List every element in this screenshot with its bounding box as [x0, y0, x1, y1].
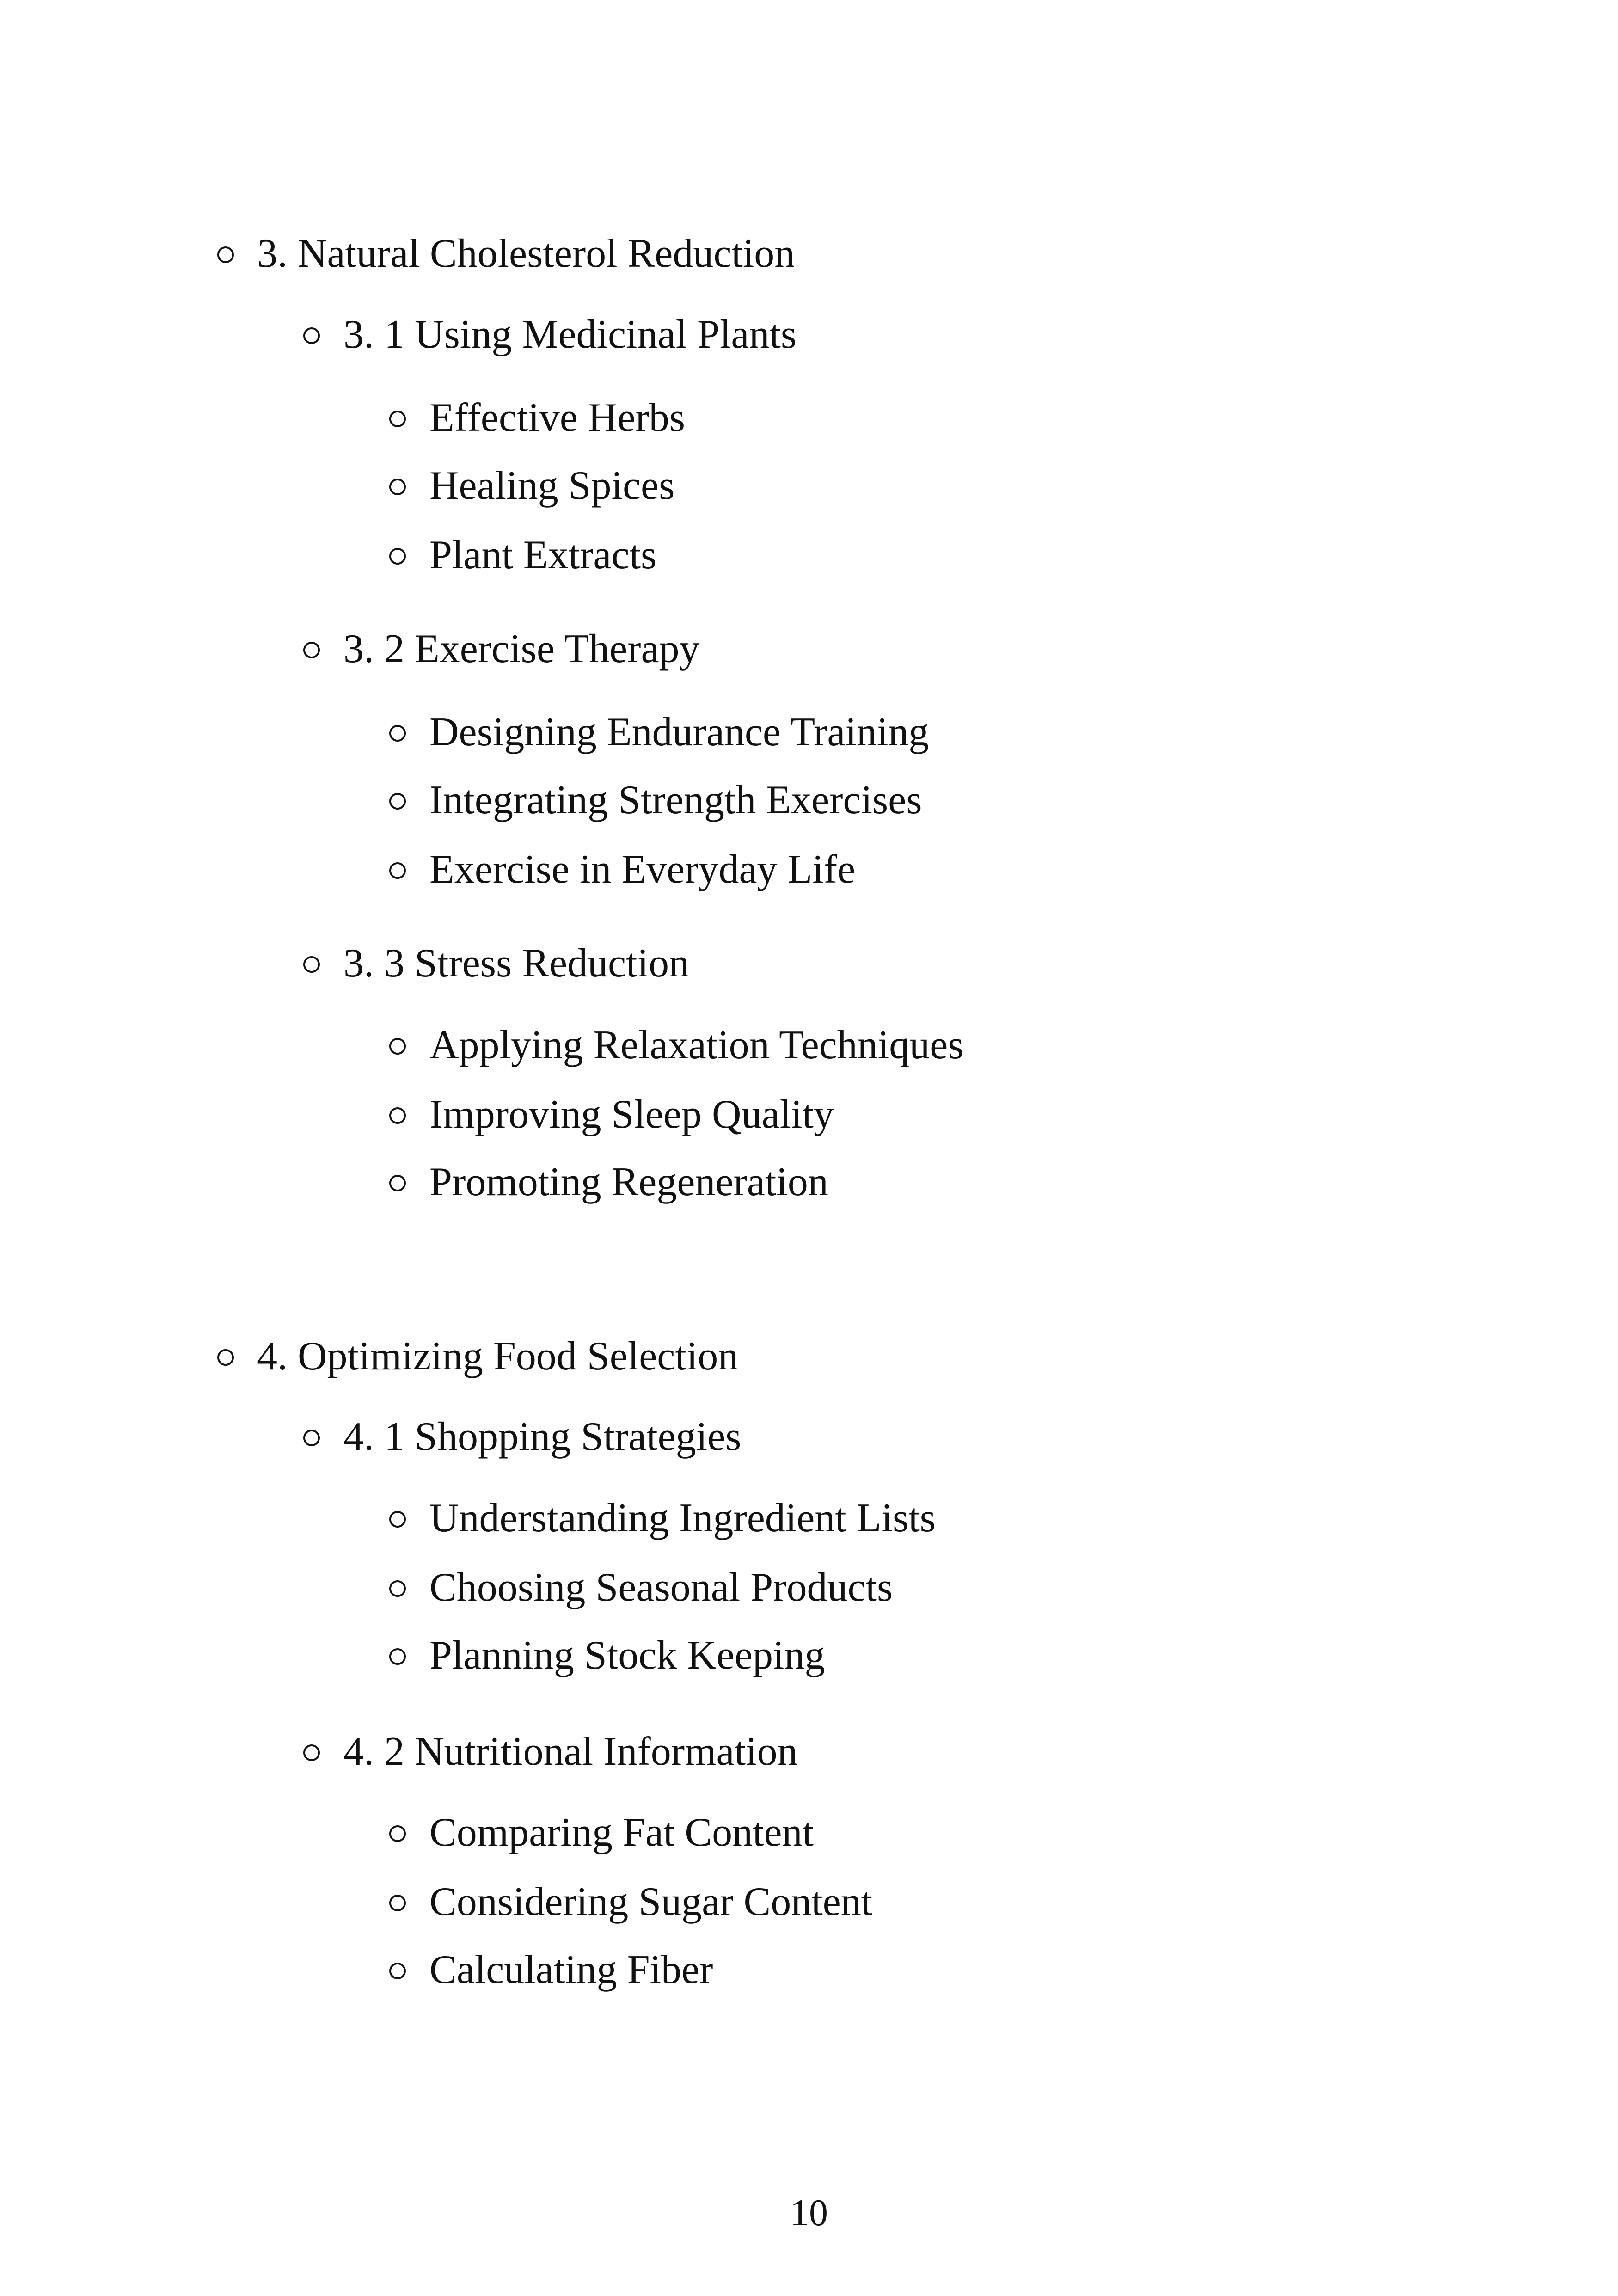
hollow-circle-bullet-icon: [389, 725, 406, 742]
toc-subsection-title: 3. 2 Exercise Therapy: [343, 626, 700, 671]
toc-entry-label: Integrating Strength Exercises: [429, 778, 922, 823]
toc-entry-label: Healing Spices: [429, 463, 675, 508]
toc-section-title: 3. Natural Cholesterol Reduction: [257, 231, 795, 276]
toc-entry-label: Exercise in Everyday Life: [429, 847, 856, 892]
hollow-circle-bullet-icon: [389, 548, 406, 565]
toc-subsection-title: 4. 2 Nutritional Information: [343, 1729, 798, 1774]
hollow-circle-bullet-icon: [303, 956, 320, 973]
toc-entry-label: Understanding Ingredient Lists: [429, 1496, 936, 1541]
toc-subsection-title: 3. 1 Using Medicinal Plants: [343, 312, 797, 357]
hollow-circle-bullet-icon: [217, 1349, 234, 1366]
hollow-circle-bullet-icon: [389, 479, 406, 495]
hollow-circle-bullet-icon: [303, 1744, 320, 1761]
hollow-circle-bullet-icon: [389, 1511, 406, 1528]
toc-entry-label: Applying Relaxation Techniques: [429, 1023, 964, 1068]
toc-entry-label: Calculating Fiber: [429, 1947, 713, 1992]
toc-section-title: 4. Optimizing Food Selection: [257, 1334, 739, 1379]
toc-entry-label: Choosing Seasonal Products: [429, 1565, 893, 1610]
hollow-circle-bullet-icon: [389, 1648, 406, 1665]
hollow-circle-bullet-icon: [389, 1895, 406, 1911]
hollow-circle-bullet-icon: [217, 246, 234, 263]
hollow-circle-bullet-icon: [389, 1963, 406, 1979]
hollow-circle-bullet-icon: [389, 862, 406, 879]
hollow-circle-bullet-icon: [389, 411, 406, 427]
hollow-circle-bullet-icon: [389, 1825, 406, 1842]
hollow-circle-bullet-icon: [389, 1580, 406, 1597]
toc-entry-label: Considering Sugar Content: [429, 1879, 873, 1924]
toc-entry-label: Plant Extracts: [429, 533, 657, 577]
toc-entry-label: Effective Herbs: [429, 395, 686, 440]
page-number: 10: [790, 2192, 828, 2234]
hollow-circle-bullet-icon: [389, 1107, 406, 1124]
hollow-circle-bullet-icon: [303, 1430, 320, 1446]
hollow-circle-bullet-icon: [389, 1175, 406, 1191]
hollow-circle-bullet-icon: [389, 793, 406, 810]
toc-subsection-title: 3. 3 Stress Reduction: [343, 941, 689, 986]
toc-entry-label: Improving Sleep Quality: [429, 1092, 834, 1137]
toc-entry-label: Designing Endurance Training: [429, 710, 929, 755]
toc-subsection-title: 4. 1 Shopping Strategies: [343, 1414, 742, 1459]
toc-entry-label: Comparing Fat Content: [429, 1810, 814, 1855]
hollow-circle-bullet-icon: [303, 327, 320, 344]
toc-entry-label: Promoting Regeneration: [429, 1160, 828, 1204]
toc-entry-label: Planning Stock Keeping: [429, 1633, 825, 1678]
hollow-circle-bullet-icon: [303, 642, 320, 658]
hollow-circle-bullet-icon: [389, 1038, 406, 1055]
